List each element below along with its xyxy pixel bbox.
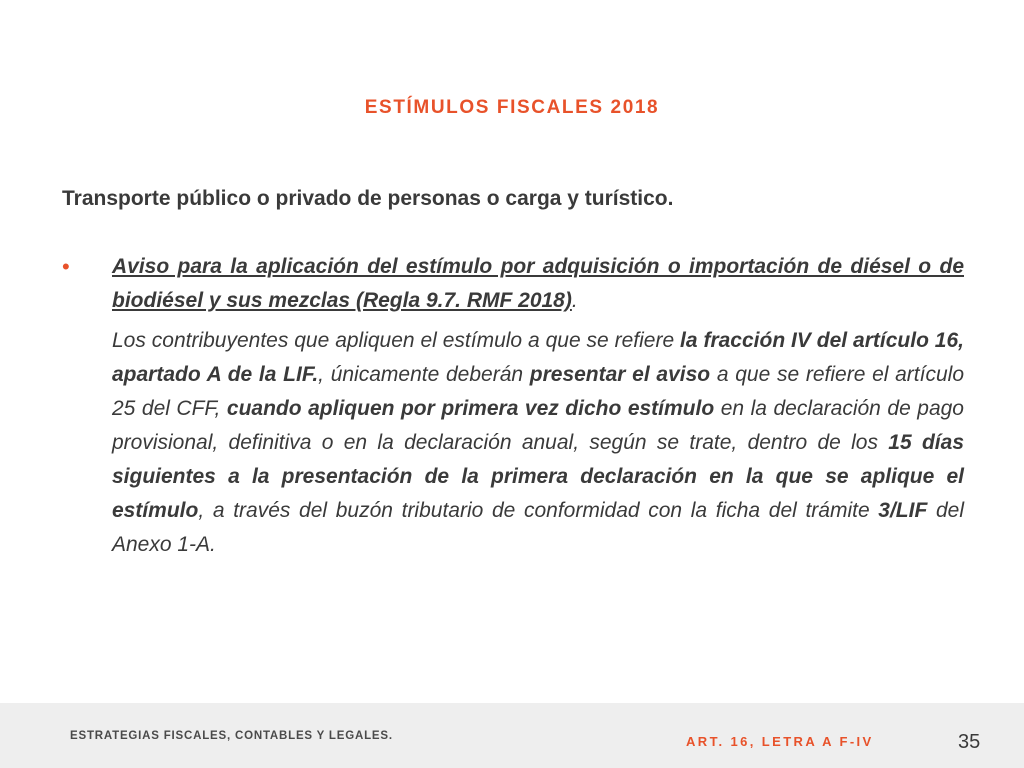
slide-title: ESTÍMULOS FISCALES 2018 — [364, 97, 660, 118]
notice-title: Aviso para la aplicación del estímulo por adquisición o importación de diésel o de biodiésel y sus mezclas (Regla 9.7. RMF 2018) — [112, 255, 964, 312]
body-text: en la declaración de pago provisional, definitiva o en la declaración anual, según se trate, dentro de los — [112, 397, 964, 454]
bullet-content — [112, 250, 964, 562]
section-subtitle: Transporte público o privado de personas o carga y turístico. — [62, 187, 674, 210]
bullet-item — [62, 250, 964, 562]
body-text: del Anexo 1-A. — [112, 499, 964, 556]
page-number: 35 — [958, 731, 981, 753]
body-emphasis: 15 días siguientes a la presentación de la primera declaración en la que se aplique el estímulo — [112, 431, 964, 522]
notice-title-end: . — [571, 289, 578, 312]
footer-company-name: ESTRATEGIAS FISCALES, CONTABLES Y LEGALES. — [70, 730, 393, 742]
body-emphasis: 3/LIF — [878, 499, 928, 522]
body-text: , únicamente deberán — [318, 363, 530, 386]
footer-bar — [0, 703, 1024, 768]
body-text: a que se refiere el artículo 25 del CFF, — [112, 363, 964, 420]
body-text: Los contribuyentes que apliquen el estímulo a que se refiere — [112, 329, 681, 352]
body-emphasis: cuando apliquen por primera vez dicho estímulo — [226, 397, 715, 420]
notice-body — [112, 324, 964, 562]
footer-section-reference: ART. 16, LETRA A F-IV — [686, 734, 874, 749]
notice-heading — [112, 250, 964, 318]
body-text: , a través del buzón tributario de conformidad con la ficha del trámite — [198, 499, 879, 522]
bullet-marker: • — [62, 254, 70, 279]
body-emphasis: la fracción IV del artículo 16, apartado A de la LIF. — [112, 329, 964, 386]
body-emphasis: presentar el aviso — [529, 363, 711, 386]
